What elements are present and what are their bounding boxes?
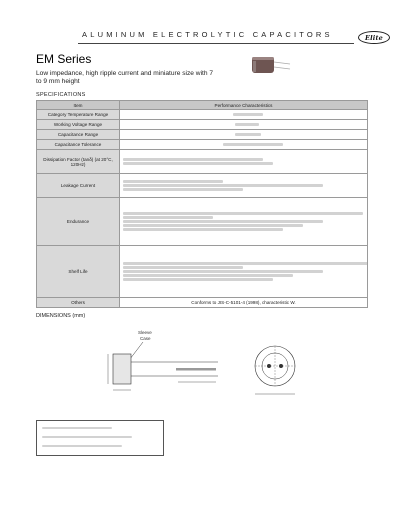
row-item: Working Voltage Range — [37, 120, 120, 130]
specifications-table — [36, 100, 368, 308]
row-value — [120, 198, 368, 246]
row-item: Category Temperature Range — [37, 110, 120, 120]
row-item: Others — [37, 298, 120, 308]
row-value — [120, 174, 368, 198]
table-row — [37, 110, 368, 120]
table-row — [37, 150, 368, 174]
table-row — [37, 130, 368, 140]
row-item: Leakage Current — [37, 174, 120, 198]
capacitor-photo — [244, 54, 292, 80]
header-rule — [78, 43, 354, 44]
specifications-label: SPECIFICATIONS — [36, 92, 86, 98]
table-row — [37, 120, 368, 130]
table-row — [37, 298, 368, 308]
dimension-row-3 — [42, 445, 122, 448]
table-header-row — [37, 101, 368, 110]
column-header-performance: Performance Characteristics — [120, 101, 368, 110]
row-item: Shelf Life — [37, 246, 120, 298]
row-item: Capacitance Range — [37, 130, 120, 140]
sleeve-label: Sleeve — [138, 330, 152, 335]
row-value — [120, 120, 368, 130]
row-item: Dissipation Factor (tanδ) (at 20°C, 120Hz) — [37, 150, 120, 174]
row-value — [120, 246, 368, 298]
table-row — [37, 246, 368, 298]
header-title: ALUMINUM ELECTROLYTIC CAPACITORS — [82, 30, 333, 39]
row-value — [120, 150, 368, 174]
brand-logo — [358, 31, 390, 44]
logo-text: Elite — [364, 33, 384, 42]
case-label: Case — [140, 336, 151, 341]
row-value — [120, 140, 368, 150]
dimensions-diagram — [88, 324, 318, 404]
table-row — [37, 198, 368, 246]
row-item: Endurance — [37, 198, 120, 246]
dimension-row-1 — [42, 427, 112, 430]
row-value — [120, 110, 368, 120]
dimension-table-box — [36, 420, 164, 456]
series-title: EM Series — [36, 52, 92, 66]
row-value — [120, 130, 368, 140]
column-header-item: Item — [37, 101, 120, 110]
dimensions-label: DIMENSIONS (mm) — [36, 313, 86, 319]
table-row — [37, 174, 368, 198]
dimension-row-2 — [42, 436, 132, 439]
row-item: Capacitance Tolerance — [37, 140, 120, 150]
row-value: Conforms to JIS-C-5101-4 (1998), characteristic W. — [120, 298, 368, 308]
table-row — [37, 140, 368, 150]
series-tagline: Low impedance, high ripple current and miniature size with 7 to 9 mm height — [36, 70, 214, 85]
